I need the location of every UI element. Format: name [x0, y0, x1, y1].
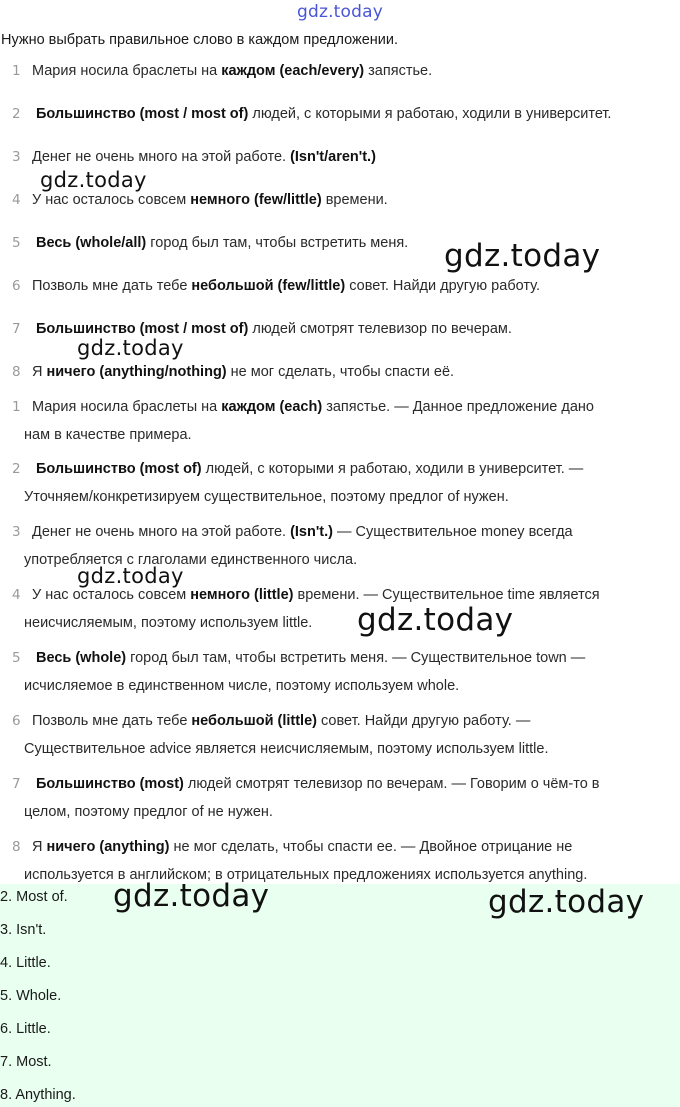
task-text: не мог сделать, чтобы спасти её.: [226, 364, 455, 380]
item-number: 2: [12, 461, 21, 477]
item-number: 6: [12, 278, 21, 294]
watermark: gdz.today: [357, 602, 514, 638]
task-text: людей, с которыми я работаю, ходили в университет.: [248, 106, 612, 122]
explanation-answer: Большинство (most): [36, 776, 184, 792]
task-text: Денег не очень много на этой работе.: [32, 149, 291, 165]
item-number: 6: [12, 713, 21, 729]
answer-item: 8. Anything.: [0, 1087, 76, 1103]
explanation-answer: каждом (each): [221, 399, 323, 415]
item-number: 3: [12, 149, 21, 165]
item-number: 4: [12, 587, 21, 603]
item-number: 5: [12, 650, 21, 666]
task-text: Позволь мне дать тебе: [32, 278, 192, 294]
explanation-text: Денег не очень много на этой работе.: [32, 524, 291, 540]
item-number: 3: [12, 524, 21, 540]
task-choice: (Isn't/aren't.): [290, 149, 376, 165]
item-number: 8: [12, 839, 21, 855]
task-text: У нас осталось совсем: [32, 192, 191, 208]
task-text: людей смотрят телевизор по вечерам.: [248, 321, 512, 337]
explanation-answer: немного (little): [190, 587, 294, 603]
answer-item: 3. Isn't.: [0, 922, 47, 938]
item-number: 7: [12, 776, 21, 792]
explanation-line2: целом, поэтому предлог of не нужен.: [24, 804, 273, 820]
explanation-text: совет. Найди другую работу. —: [316, 713, 531, 729]
answer-item: 2. Most of.: [0, 889, 68, 905]
explanation-answer: (Isn't.): [290, 524, 333, 540]
item-number: 7: [12, 321, 21, 337]
task-choice: немного (few/little): [190, 192, 322, 208]
task-text: запястье.: [364, 63, 433, 79]
item-number: 8: [12, 364, 21, 380]
intro-text: Нужно выбрать правильное слово в каждом предложении.: [1, 32, 399, 48]
item-number: 2: [12, 106, 21, 122]
watermark: gdz.today: [77, 336, 184, 360]
explanation-line2: исчисляемое в единственном числе, поэтому используем whole.: [24, 678, 460, 694]
task-choice: Весь (whole/all): [36, 235, 147, 251]
answer-item: 7. Most.: [0, 1054, 52, 1070]
watermark: gdz.today: [113, 878, 270, 914]
watermark: gdz.today: [40, 168, 147, 192]
explanation-line2: употребляется с глаголами единственного числа.: [24, 552, 358, 568]
explanation-text: — Существительное money всегда: [332, 524, 573, 540]
explanation-answer: Весь (whole): [36, 650, 127, 666]
explanation-text: времени. — Существительное time является: [293, 587, 600, 603]
explanation-text: Мария носила браслеты на: [32, 399, 222, 415]
explanation-line2: Существительное advice является неисчисляемым, поэтому используем little.: [24, 741, 549, 757]
explanation-line2: используется в английском; в отрицательных предложениях используется anything.: [24, 867, 588, 883]
task-choice: Большинство (most / most of): [36, 106, 249, 122]
item-number: 5: [12, 235, 21, 251]
explanation-text: город был там, чтобы встретить меня. — Существительное town —: [126, 650, 586, 666]
item-number: 1: [12, 63, 21, 79]
task-text: Я: [32, 364, 47, 380]
task-text: времени.: [321, 192, 388, 208]
answer-item: 4. Little.: [0, 955, 51, 971]
explanation-text: У нас осталось совсем: [32, 587, 191, 603]
explanation-text: запястье. — Данное предложение дано: [322, 399, 594, 415]
explanation-answer: ничего (anything): [46, 839, 170, 855]
task-choice: ничего (anything/nothing): [46, 364, 227, 380]
watermark: gdz.today: [77, 564, 184, 588]
watermark: gdz.today: [488, 884, 645, 920]
task-choice: Большинство (most / most of): [36, 321, 249, 337]
site-watermark-top: gdz.today: [296, 2, 384, 22]
explanation-answer: небольшой (little): [191, 713, 317, 729]
explanation-line2: Уточняем/конкретизируем существительное, поэтому предлог of нужен.: [24, 489, 509, 505]
explanation-text: Я: [32, 839, 47, 855]
task-choice: каждом (each/every): [221, 63, 365, 79]
watermark: gdz.today: [444, 238, 601, 274]
task-text: город был там, чтобы встретить меня.: [146, 235, 409, 251]
item-number: 4: [12, 192, 21, 208]
explanation-answer: Большинство (most of): [36, 461, 202, 477]
answer-item: 5. Whole.: [0, 988, 62, 1004]
task-choice: небольшой (few/little): [191, 278, 346, 294]
explanation-line2: нам в качестве примера.: [24, 427, 192, 443]
answer-item: 6. Little.: [0, 1021, 51, 1037]
task-text: совет. Найди другую работу.: [345, 278, 540, 294]
item-number: 1: [12, 399, 21, 415]
explanation-text: не мог сделать, чтобы спасти ее. — Двойное отрицание не: [169, 839, 573, 855]
explanation-text: Позволь мне дать тебе: [32, 713, 192, 729]
explanation-line2: неисчисляемым, поэтому используем little.: [24, 615, 313, 631]
explanation-text: людей, с которыми я работаю, ходили в университет. —: [201, 461, 584, 477]
task-text: Мария носила браслеты на: [32, 63, 222, 79]
explanation-text: людей смотрят телевизор по вечерам. — Говорим о чём-то в: [183, 776, 600, 792]
